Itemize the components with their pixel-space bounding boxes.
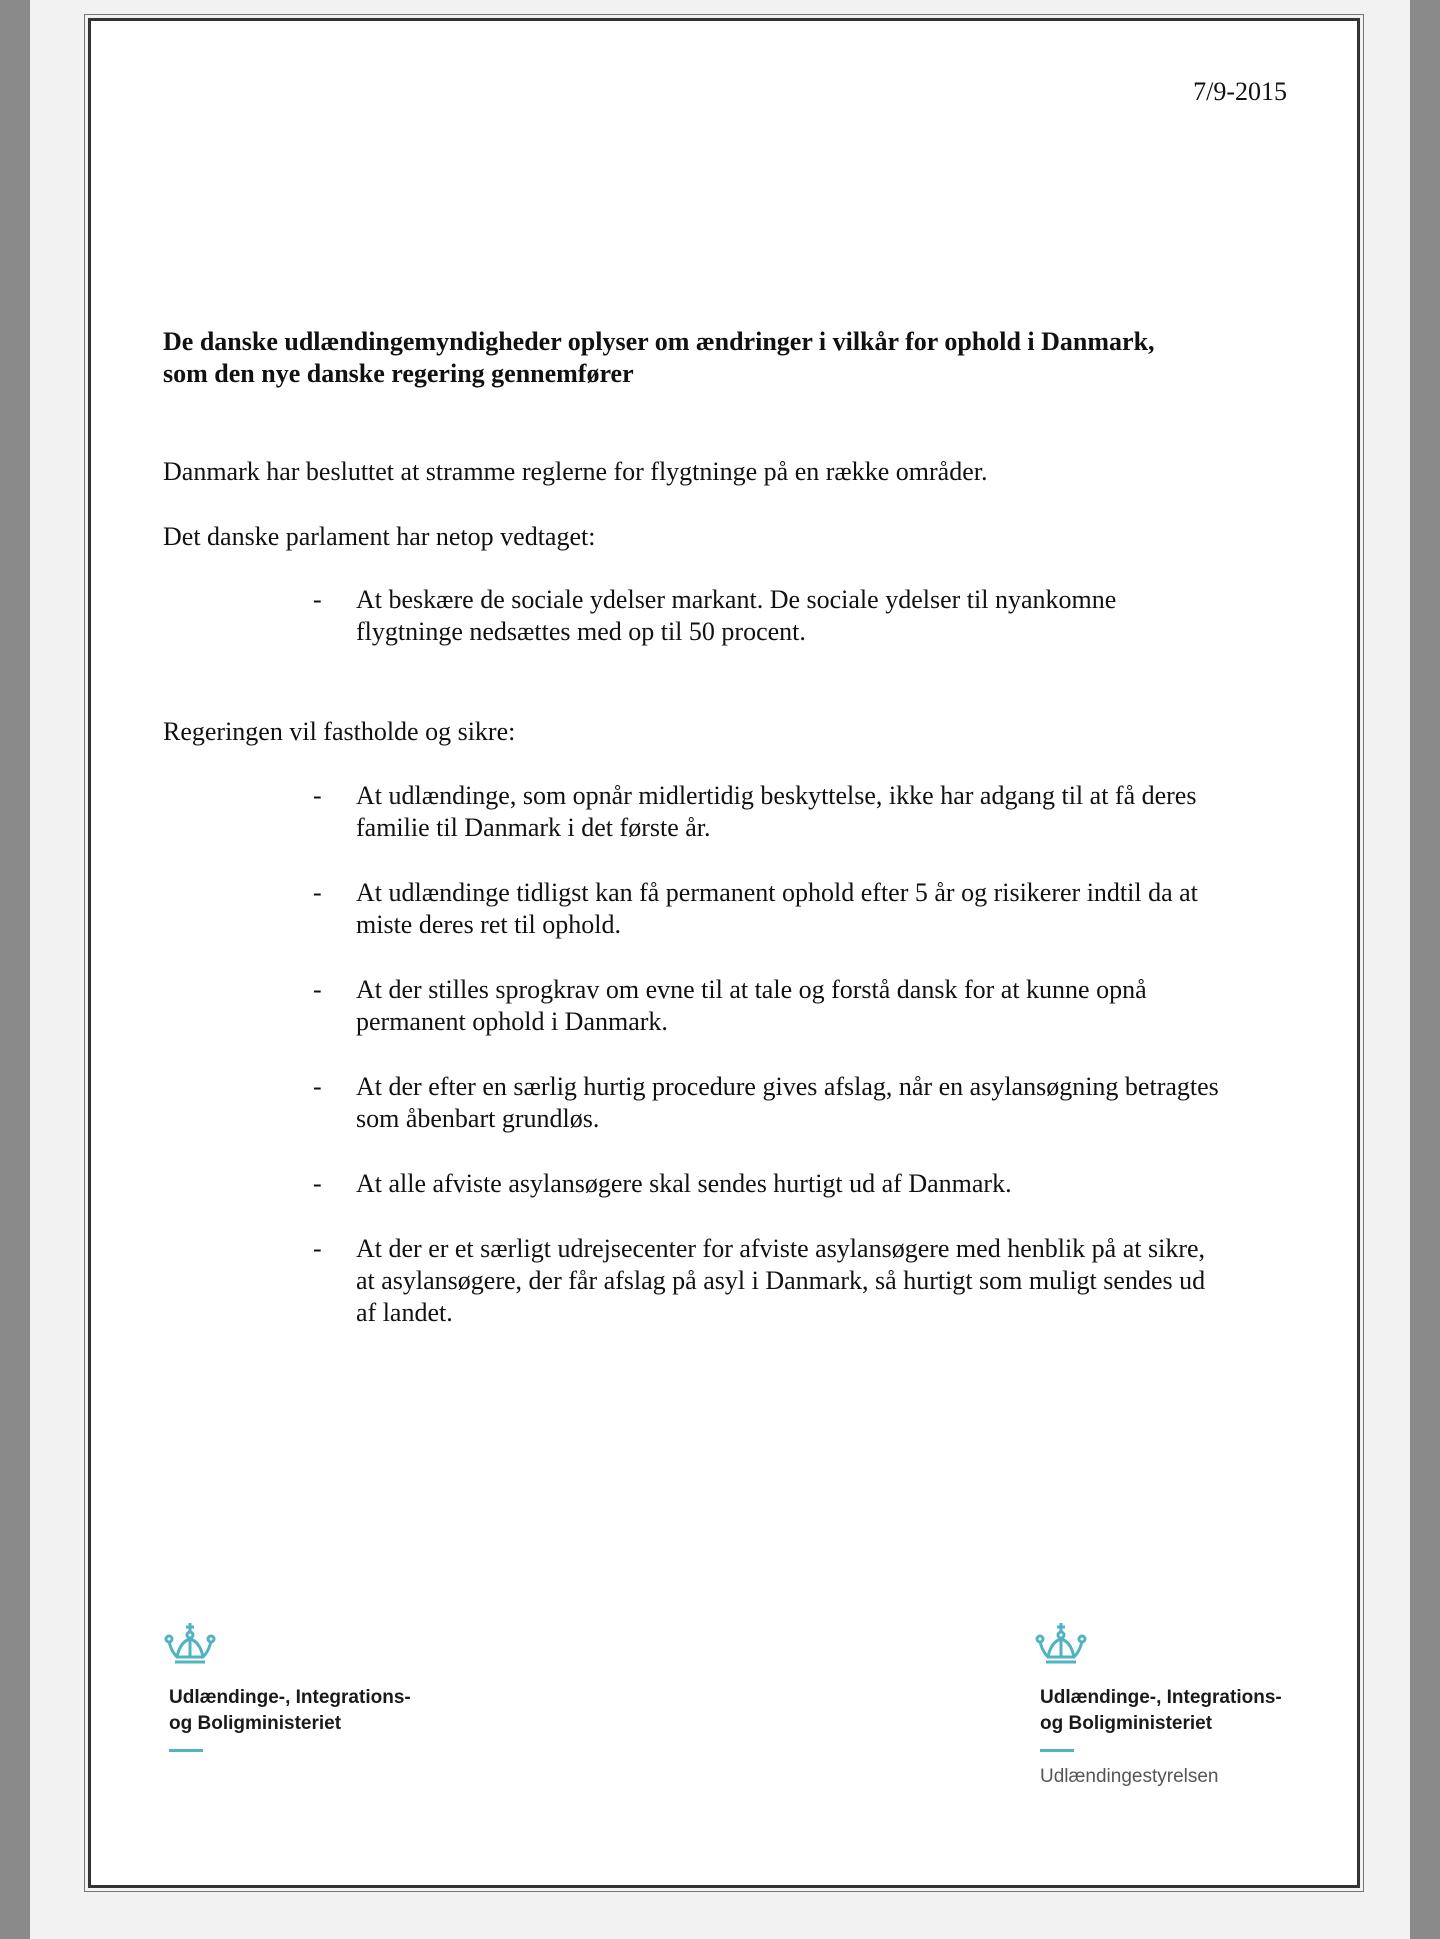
parliament-list <box>163 584 1303 681</box>
ministry-name-line-2: og Boligministeriet <box>169 1713 342 1734</box>
list-dash: - <box>313 585 322 614</box>
list-item-line: at asylansøgere, der får afslag på asyl i Danmark, så hurtigt som muligt sendes ud <box>356 1266 1206 1295</box>
intro-paragraph: Danmark har besluttet at stramme reglerne for flygtninge på en række områder. <box>163 457 988 486</box>
list-item-line: At udlændinge tidligst kan få permanent ophold efter 5 år og risikerer indtil da at <box>356 878 1198 907</box>
list-dash: - <box>313 975 322 1004</box>
heading-line-1: De danske udlændingemyndigheder oplyser om ændringer i vilkår for ophold i Danmark, <box>163 327 1155 356</box>
list-item-line: permanent ophold i Danmark. <box>356 1007 668 1036</box>
ministry-name-line-1: Udlændinge-, Integrations- <box>1040 1687 1282 1708</box>
government-list <box>163 780 1303 1362</box>
crown-icon <box>163 1621 217 1669</box>
list-item-line: At beskære de sociale ydelser markant. De sociale ydelser til nyankomne <box>356 585 1117 614</box>
logo-divider <box>1040 1749 1074 1752</box>
list-item <box>163 974 1303 1038</box>
list-item-line: familie til Danmark i det første år. <box>356 813 711 842</box>
list-item-line: At udlændinge, som opnår midlertidig beskyttelse, ikke har adgang til at få deres <box>356 781 1197 810</box>
document-heading <box>163 326 1293 390</box>
ministry-name <box>1040 1685 1282 1737</box>
document-date: 7/9-2015 <box>1193 77 1287 106</box>
list-item-line: som åbenbart grundløs. <box>356 1104 600 1133</box>
list-dash: - <box>313 781 322 810</box>
list-item <box>163 584 1303 648</box>
viewer-right-margin <box>1410 0 1440 1939</box>
list-item-line: At der stilles sprogkrav om evne til at tale og forstå dansk for at kunne opnå <box>356 975 1147 1004</box>
list-item-line: At alle afviste asylansøgere skal sendes hurtigt ud af Danmark. <box>356 1169 1012 1198</box>
list-dash: - <box>313 1169 322 1198</box>
government-intro: Regeringen vil fastholde og sikre: <box>163 717 516 746</box>
list-item <box>163 1071 1303 1135</box>
list-item-line: flygtninge nedsættes med op til 50 procent. <box>356 617 806 646</box>
list-item <box>163 780 1303 844</box>
list-item-line: miste deres ret til ophold. <box>356 910 622 939</box>
crown-icon <box>1034 1621 1088 1669</box>
list-dash: - <box>313 878 322 907</box>
heading-line-2: som den nye danske regering gennemfører <box>163 359 634 388</box>
parliament-intro: Det danske parlament har netop vedtaget: <box>163 522 596 551</box>
list-dash: - <box>313 1234 322 1263</box>
list-item <box>163 1168 1303 1200</box>
ministry-name <box>169 1685 411 1737</box>
viewer-left-margin <box>0 0 30 1939</box>
document-page <box>88 18 1360 1888</box>
agency-name: Udlændingestyrelsen <box>1040 1766 1219 1787</box>
list-item-line: At der efter en særlig hurtig procedure gives afslag, når en asylansøgning betragtes <box>356 1072 1219 1101</box>
ministry-name-line-1: Udlændinge-, Integrations- <box>169 1687 411 1708</box>
logo-divider <box>169 1749 203 1752</box>
list-item-line: At der er et særligt udrejsecenter for afviste asylansøgere med henblik på at sikre, <box>356 1234 1206 1263</box>
list-dash: - <box>313 1072 322 1101</box>
list-item <box>163 1233 1303 1329</box>
ministry-logo-right <box>1034 1621 1282 1788</box>
ministry-name-line-2: og Boligministeriet <box>1040 1713 1213 1734</box>
list-item <box>163 877 1303 941</box>
ministry-logo-left <box>163 1621 411 1752</box>
list-item-line: af landet. <box>356 1298 453 1327</box>
